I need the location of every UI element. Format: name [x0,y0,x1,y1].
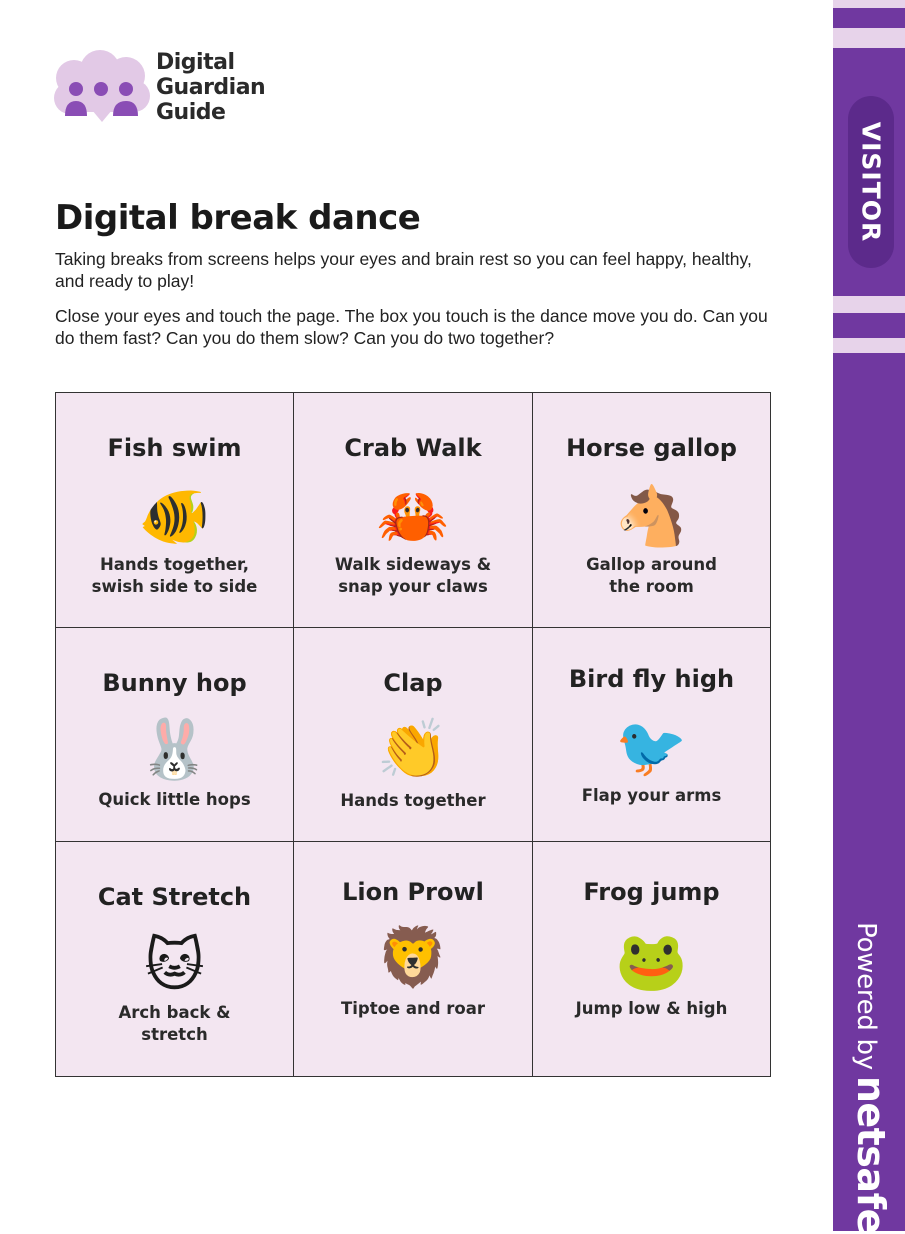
move-description: Walk sideways & snap your claws [334,555,492,596]
move-title: Bird fly high [568,665,735,693]
logo-line-1: Digital [156,50,235,75]
move-title: Lion Prowl [342,878,484,906]
move-title: Bunny hop [102,669,247,697]
move-card-cat-stretch[interactable] [56,842,294,1077]
move-card-horse-gallop[interactable] [533,393,771,628]
digital-guardian-guide-logo [54,50,284,130]
intro-paragraph-1: Taking breaks from screens helps your eyes and brain rest so you can feel happy, healthy, and ready to play! [55,249,752,291]
move-description: Jump low & high [575,999,728,1018]
stripe-4 [833,338,905,353]
dance-moves-grid [55,392,771,1077]
frog-face-icon: 🐸 [615,927,688,995]
bird-icon: 🐦 [615,713,688,781]
move-card-lion-prowl[interactable] [294,842,533,1077]
move-title: Clap [383,669,443,697]
move-card-bird-fly-high[interactable] [533,628,771,842]
stripe-3 [833,296,905,313]
lion-face-icon: 🦁 [376,923,450,991]
move-title: Frog jump [583,878,720,906]
move-description: Flap your arms [581,786,722,805]
move-title: Crab Walk [344,434,482,462]
move-description: Gallop around the room [586,555,717,596]
move-description: Hands together, swish side to side [91,555,258,596]
logo-line-3: Guide [156,100,226,125]
move-title: Cat Stretch [97,883,252,911]
logo-mark-icon [54,50,150,125]
move-description: Quick little hops [98,790,251,809]
powered-by-label: Powered by [851,922,881,1070]
powered-by-netsafe [849,922,893,1234]
move-title: Fish swim [107,434,242,462]
move-description: Arch back & stretch [118,1003,231,1044]
move-description: Hands together [340,791,486,810]
stripe-1 [833,0,905,8]
clapping-hands-icon: 👏 [376,715,450,783]
page-title: Digital break dance [55,198,421,238]
move-card-crab-walk[interactable] [294,393,533,628]
move-card-frog-jump[interactable] [533,842,771,1077]
move-description: Tiptoe and roar [340,999,486,1018]
logo-wordmark [156,50,265,125]
cat-face-icon: 🐱 [144,931,205,999]
move-card-clap[interactable] [294,628,533,842]
tropical-fish-icon: 🐠 [138,482,211,550]
side-strip [833,0,905,1234]
crab-icon: 🦀 [376,482,450,550]
intro-paragraph-2: Close your eyes and touch the page. The box you touch is the dance move you do. Can you do them fast? Can you do them slow? Can you do two together? [55,306,768,348]
move-title: Horse gallop [566,434,737,462]
visitor-label: VISITOR [856,121,886,243]
logo-line-2: Guardian [156,75,266,100]
stripe-2 [833,28,905,48]
horse-face-icon: 🐴 [615,482,688,550]
move-card-bunny-hop[interactable] [56,628,294,842]
netsafe-brand: netsafe [849,1075,893,1234]
move-card-fish-swim[interactable] [56,393,294,628]
rabbit-face-icon: 🐰 [138,715,211,783]
